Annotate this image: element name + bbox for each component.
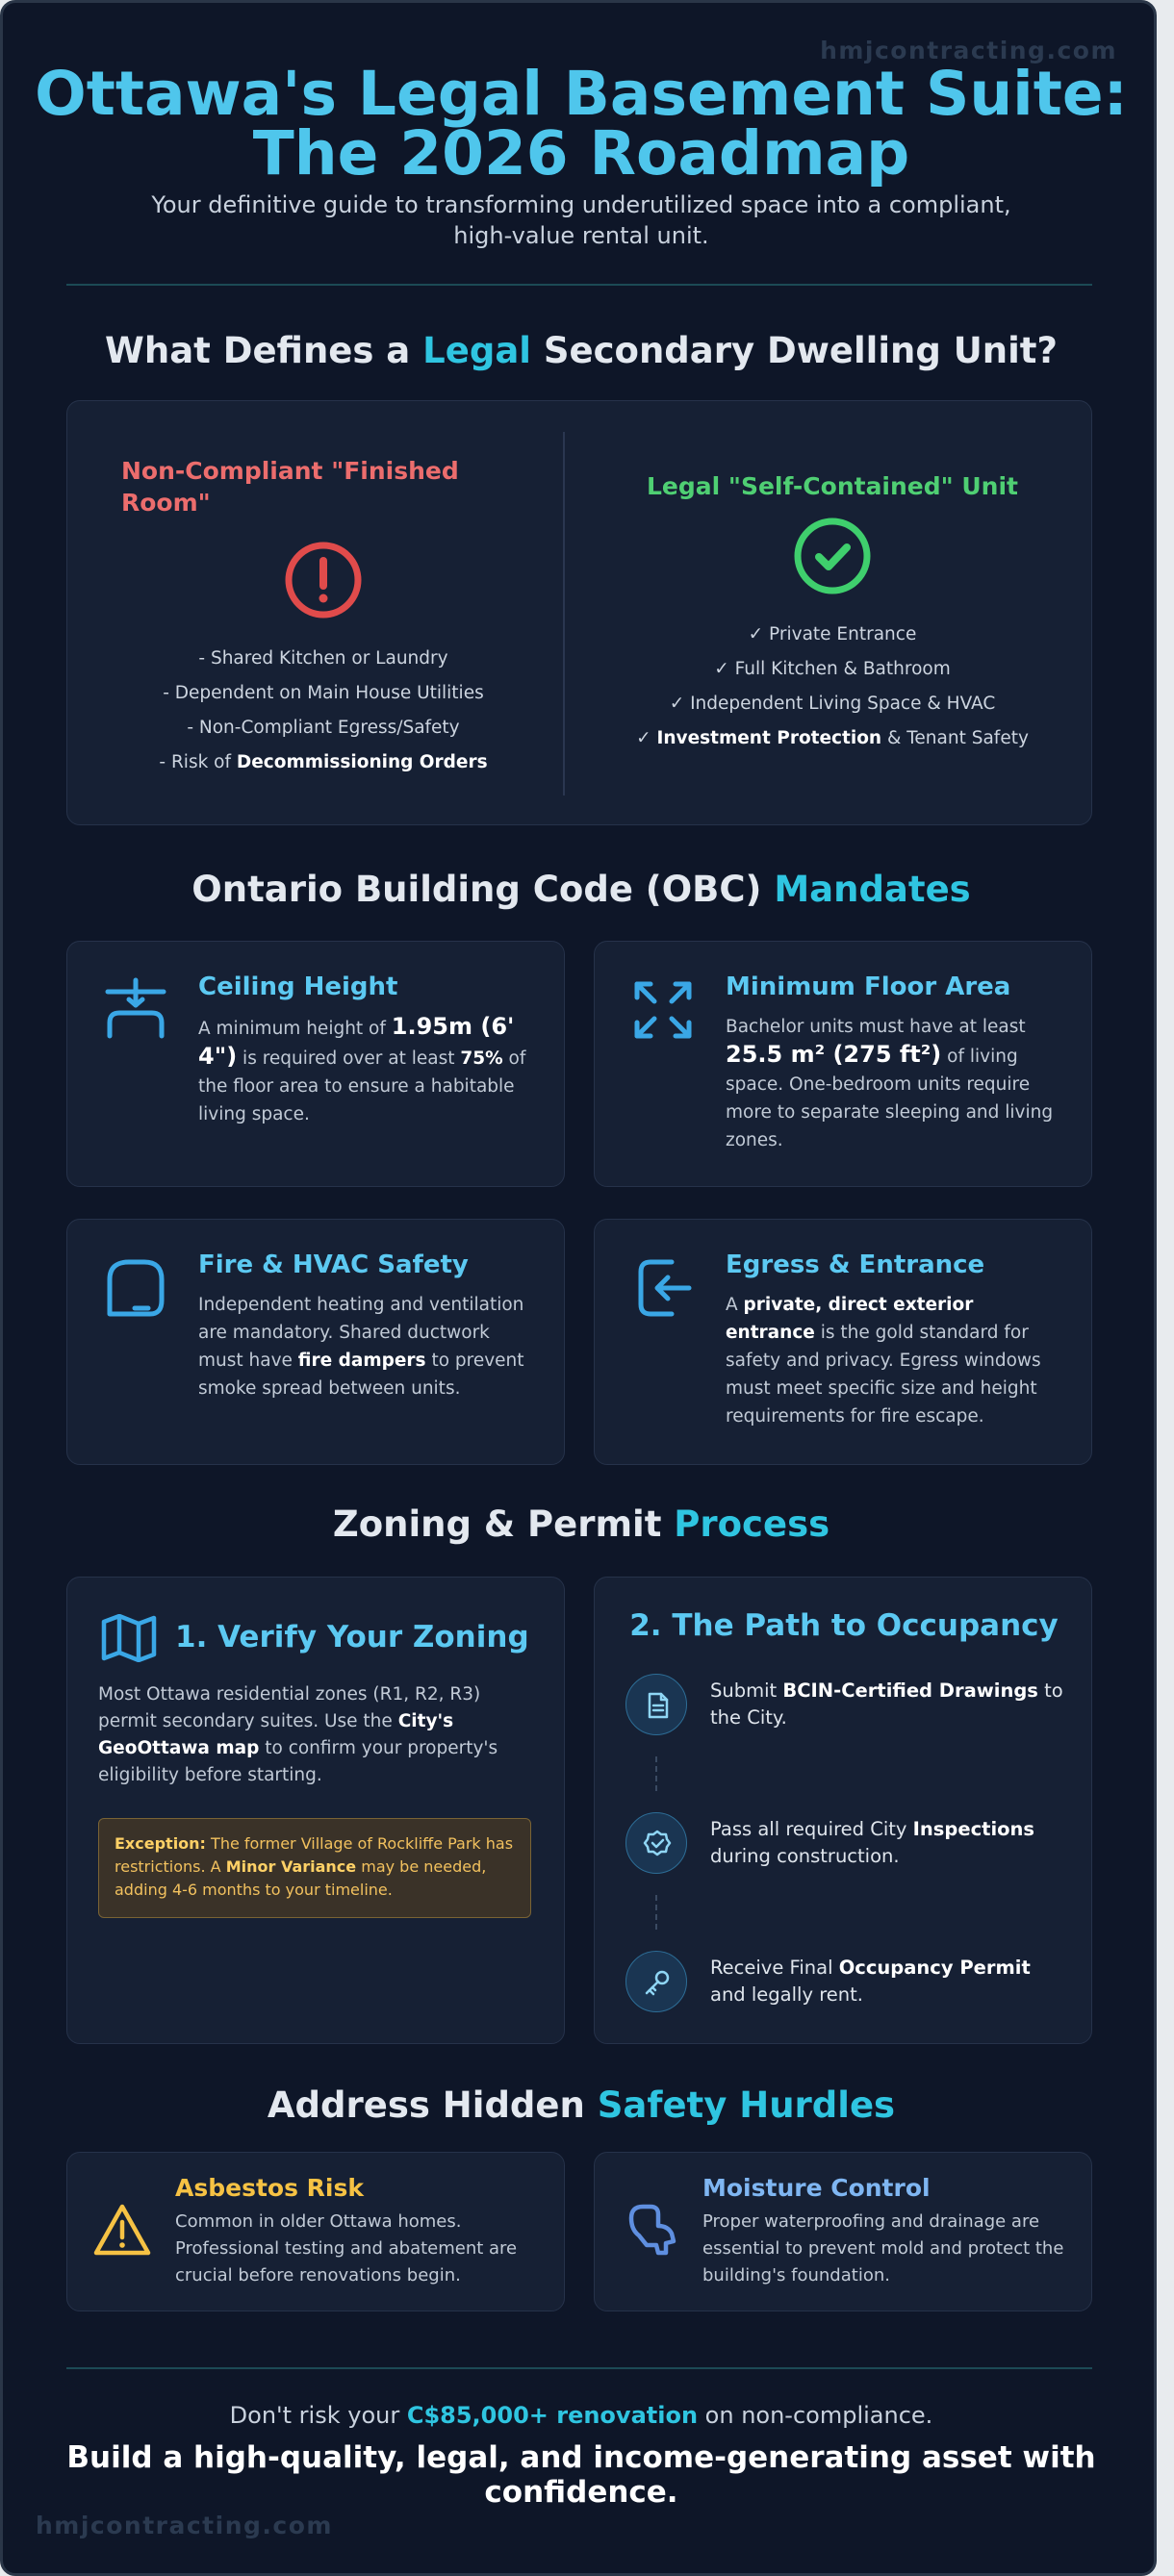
heading-accent: Process (674, 1503, 830, 1545)
body-text: to prevent smoke spread between units. (198, 1351, 524, 1399)
fire-hvac-body (198, 1291, 535, 1402)
heading-text: Address Hidden (267, 2084, 598, 2126)
body-bold: City's GeoOttawa map (98, 1711, 454, 1758)
check-badge-icon (626, 1813, 688, 1875)
body-text: A minimum height of (198, 1019, 392, 1039)
title-line-1: Ottawa's Legal Basement Suite: (35, 59, 1128, 129)
list-item: - Shared Kitchen or Laundry (198, 648, 448, 669)
exception-callout (98, 1818, 531, 1918)
moisture-card (594, 2152, 1092, 2311)
body-text: of living space. One-bedroom units require more to separate sleeping and living zones. (726, 1047, 1054, 1150)
list-item: ✓ Independent Living Space & HVAC (669, 694, 996, 714)
exception-text: may be needed, adding 4-6 months to your timeline. (115, 1857, 487, 1899)
ceiling-height-body (198, 1013, 535, 1128)
list-item: - Dependent on Main House Utilities (163, 683, 484, 703)
step-submit-drawings (625, 1674, 1068, 1741)
asbestos-card (66, 2152, 565, 2311)
floor-area-title: Minimum Floor Area (726, 972, 1011, 1001)
egress-card (594, 1219, 1092, 1465)
body-text: Most Ottawa residential zones (R1, R2, R3) permit secondary suites. Use the (98, 1684, 481, 1731)
step-text (710, 1816, 1066, 1870)
occupancy-path-title: 2. The Path to Occupancy (629, 1608, 1059, 1643)
moisture-title: Moisture Control (702, 2174, 931, 2202)
foundation-icon (625, 2201, 679, 2259)
body-bold: fire dampers (297, 1351, 426, 1371)
body-text: A (726, 1295, 744, 1315)
heading-text: Zoning & Permit (332, 1503, 675, 1545)
definition-heading (3, 330, 1157, 371)
exception-label: Exception: (115, 1834, 206, 1853)
step-bold: Inspections (912, 1818, 1035, 1840)
subtitle-line-2: high-value rental unit. (453, 222, 709, 249)
body-bold: 75% (460, 1048, 503, 1069)
body-text: is required over at least (237, 1048, 461, 1069)
footer-warning (3, 2402, 1157, 2429)
occupancy-path-card (594, 1577, 1092, 2044)
watermark-top: hmjcontracting.com (820, 37, 1117, 64)
column-divider (563, 432, 565, 796)
title-line: Room" (121, 489, 211, 517)
body-text: to confirm your property's eligibility before starting. (98, 1738, 498, 1785)
heading-text: Secondary Dwelling Unit? (530, 330, 1058, 371)
ceiling-height-icon (102, 976, 169, 1044)
list-item: - Non-Compliant Egress/Safety (187, 718, 460, 738)
ceiling-height-card (66, 941, 565, 1187)
asbestos-body: Common in older Ottawa homes. Professional testing and abatement are crucial before renovations begin. (175, 2211, 518, 2286)
alert-circle-icon (283, 540, 364, 620)
expand-icon (629, 976, 697, 1044)
hurdles-heading (3, 2084, 1157, 2126)
page-subtitle (3, 189, 1157, 251)
verify-zoning-card (66, 1577, 565, 2044)
body-text: is the gold standard for safety and privacy. Egress windows must meet specific size and height requirements for fire escape. (726, 1323, 1041, 1427)
heading-text: What Defines a (105, 330, 423, 371)
list-item (606, 721, 1059, 756)
footer-call-to-action: Build a high-quality, legal, and income-generating asset with confidence. (66, 2440, 1096, 2510)
moisture-body: Proper waterproofing and drainage are essential to prevent mold and protect the building's foundation. (702, 2211, 1064, 2286)
list-item (121, 745, 525, 780)
asbestos-title: Asbestos Risk (175, 2174, 364, 2202)
heading-accent: Safety Hurdles (597, 2084, 896, 2126)
exception-bold: Minor Variance (225, 1857, 357, 1876)
comparison-card (66, 400, 1092, 825)
item-text: - Risk of (159, 752, 237, 772)
ceiling-height-title: Ceiling Height (198, 972, 398, 1001)
non-compliant-column (121, 455, 525, 780)
fire-hvac-card (66, 1219, 565, 1465)
non-compliant-title (121, 455, 525, 518)
step-text-part: and legally rent. (710, 1983, 863, 2006)
step-icon-circle (625, 1951, 687, 2012)
egress-body (726, 1291, 1062, 1430)
fire-hvac-title: Fire & HVAC Safety (198, 1250, 469, 1279)
body-text: of the floor area to ensure a habitable living space. (198, 1048, 526, 1124)
item-text: & Tenant Safety (881, 728, 1029, 748)
body-highlight: 25.5 m² (275 ft²) (726, 1041, 942, 1068)
footer-text: on non-compliance. (698, 2402, 933, 2429)
heading-text: Ontario Building Code (OBC) (191, 869, 775, 910)
heading-accent: Mandates (774, 869, 971, 910)
legal-unit-list (606, 618, 1059, 756)
item-text: ✓ (636, 728, 657, 748)
warning-triangle-icon (92, 2203, 152, 2257)
body-highlight: 1.95m (6' 4") (198, 1013, 515, 1070)
legal-unit-title: Legal "Self-Contained" Unit (647, 472, 1018, 500)
title-line: Non-Compliant "Finished (121, 457, 459, 485)
divider-top (66, 284, 1092, 286)
floor-area-body (726, 1013, 1062, 1154)
egress-title: Egress & Entrance (726, 1250, 985, 1279)
step-connector (655, 1756, 657, 1791)
verify-zoning-title: 1. Verify Your Zoning (175, 1620, 529, 1654)
footer-highlight: C$85,000+ renovation (406, 2402, 699, 2429)
step-bold: BCIN-Certified Drawings (782, 1679, 1038, 1702)
check-circle-icon (792, 516, 873, 596)
exception-text: The former Village of Rockliffe Park has restrictions. A (115, 1834, 514, 1876)
step-occupancy-permit (625, 1951, 1068, 2018)
step-icon-circle (625, 1674, 687, 1735)
mandates-heading (3, 869, 1157, 910)
step-bold: Occupancy Permit (838, 1957, 1031, 1979)
step-text-part: Pass all required City (710, 1818, 913, 1840)
step-text-part: Receive Final (710, 1957, 839, 1979)
step-text-part: during construction. (710, 1845, 900, 1867)
item-bold: Decommissioning Orders (236, 752, 488, 772)
watermark-bottom: hmjcontracting.com (36, 2512, 333, 2539)
list-item: ✓ Private Entrance (748, 624, 917, 644)
item-bold: Investment Protection (656, 728, 882, 748)
non-compliant-list (121, 642, 525, 780)
map-icon (100, 1614, 158, 1662)
step-text-part: Submit (710, 1679, 783, 1702)
body-bold: private, direct exterior entrance (726, 1295, 974, 1343)
floor-area-card (594, 941, 1092, 1187)
step-text-part: to the City. (710, 1679, 1063, 1729)
step-pass-inspections (625, 1812, 1068, 1880)
step-icon-circle (625, 1812, 687, 1874)
heading-accent: Legal (422, 330, 531, 371)
page-title (3, 59, 1157, 189)
step-text (710, 1955, 1066, 2008)
hvac-vent-icon (102, 1254, 169, 1322)
step-text (710, 1678, 1066, 1731)
legal-unit-column (606, 470, 1059, 756)
list-item: ✓ Full Kitchen & Bathroom (714, 659, 951, 679)
footer-text: Don't risk your (229, 2402, 407, 2429)
document-icon (626, 1675, 688, 1736)
body-text: Independent heating and ventilation are mandatory. Shared ductwork must have (198, 1295, 524, 1371)
divider-bottom (66, 2367, 1092, 2369)
subtitle-line-1: Your definitive guide to transforming underutilized space into a compliant, (151, 191, 1011, 218)
title-line-2: The 2026 Roadmap (252, 118, 910, 189)
door-enter-icon (629, 1254, 697, 1322)
verify-zoning-body (98, 1681, 531, 1789)
key-icon (626, 1952, 688, 2013)
zoning-heading (3, 1503, 1157, 1545)
step-connector (655, 1895, 657, 1930)
body-text: Bachelor units must have at least (726, 1017, 1026, 1037)
